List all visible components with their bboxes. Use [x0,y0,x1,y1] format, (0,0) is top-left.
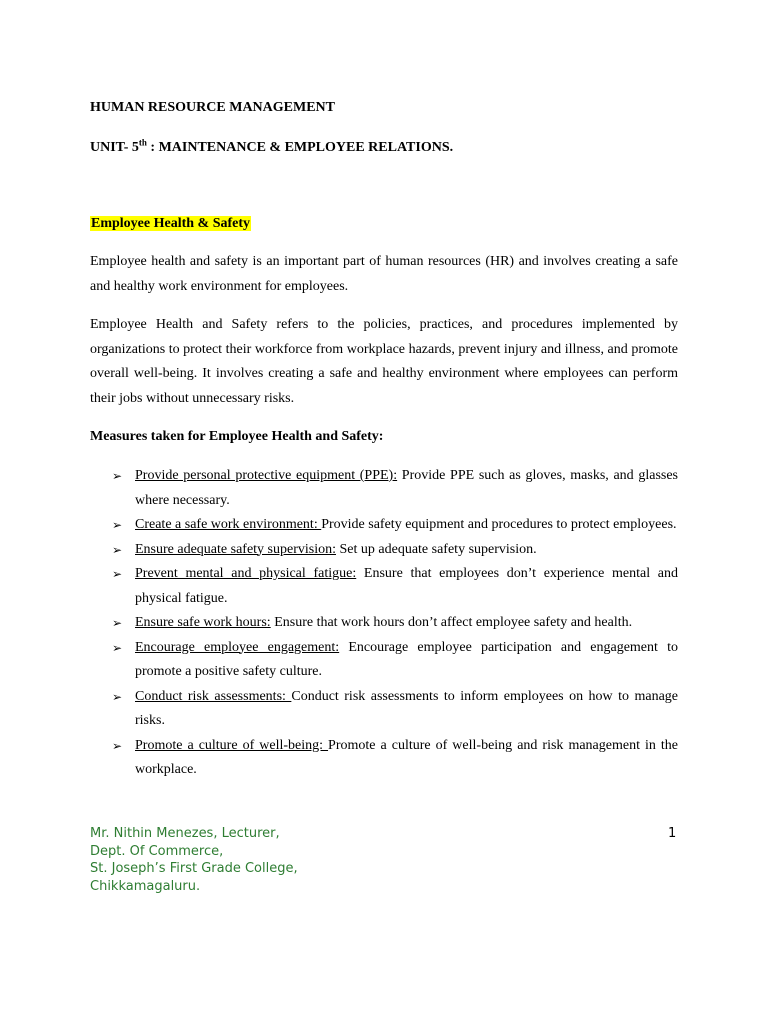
measure-text: Conduct risk assessments to inform employees on how to manage risks. [135,688,678,728]
measure-text: Provide safety equipment and procedures to protect employees. [321,517,677,532]
list-item [112,464,678,513]
measure-text: Ensure that work hours don’t affect employee safety and health. [270,615,633,630]
unit-prefix: UNIT- 5 [90,140,139,155]
footer-college-line: St. Joseph’s First Grade College, [90,861,298,876]
list-item [112,562,678,611]
measure-term: Prevent mental and physical fatigue: [135,566,357,581]
measures-list [112,464,678,783]
arrow-bullet-icon: ➢ [112,518,123,532]
footer-author-block [90,825,298,895]
measure-text: Set up adequate safety supervision. [336,541,537,557]
footer-author-line: Mr. Nithin Menezes, Lecturer, [90,826,280,841]
arrow-bullet-icon: ➢ [112,542,123,557]
arrow-bullet-icon: ➢ [112,640,123,655]
measure-term: Provide personal protective equipment (PPE): [135,468,398,483]
measure-text: Ensure that employees don’t experience mental and physical fatigue. [135,566,678,606]
measure-term: Conduct risk assessments: [135,688,292,704]
highlighted-heading-text: Employee Health & Safety [91,216,251,231]
measure-term: Ensure safe work hours: [135,615,271,630]
list-item [112,538,678,563]
footer-department-line: Dept. Of Commerce, [90,843,224,859]
arrow-bullet-icon: ➢ [112,469,123,483]
arrow-bullet-icon: ➢ [112,616,123,630]
measure-term: Encourage employee engagement: [135,639,340,655]
document-title: HUMAN RESOURCE MANAGEMENT [90,100,335,115]
measures-heading: Measures taken for Employee Health and Safety: [90,429,384,444]
measure-text: Encourage employee participation and engagement to promote a positive safety culture. [135,639,678,679]
list-item [112,734,678,783]
intro-paragraph: Employee health and safety is an important part of human resources (HR) and involves creating a safe and healthy work environment for employees. [90,254,678,294]
measure-term: Ensure adequate safety supervision: [135,541,336,557]
list-item [112,611,678,636]
list-item [112,513,678,538]
footer-city-line: Chikkamagaluru. [90,878,201,894]
measure-text: Promote a culture of well-being and risk management in the workplace. [135,737,678,777]
section-heading [90,215,251,233]
unit-rest: : MAINTENANCE & EMPLOYEE RELATIONS. [146,140,454,155]
arrow-bullet-icon: ➢ [112,738,123,753]
unit-title [90,139,453,157]
definition-paragraph: Employee Health and Safety refers to the policies, practices, and procedures implemented by organizations to protect their workforce from workplace hazards, prevent injury and illness, and promote overall well-being. It involves creating a safe and healthy environment where employees can perform their jobs without unnecessary risks. [90,317,678,406]
list-item [112,636,678,685]
arrow-bullet-icon: ➢ [112,567,123,581]
page-number: 1 [668,826,677,841]
measure-term: Create a safe work environment: [135,517,322,532]
measure-text: Provide PPE such as gloves, masks, and glasses where necessary. [135,468,679,508]
arrow-bullet-icon: ➢ [112,689,123,704]
measure-term: Promote a culture of well-being: [135,737,329,753]
unit-superscript: th [138,137,147,148]
list-item [112,685,678,734]
